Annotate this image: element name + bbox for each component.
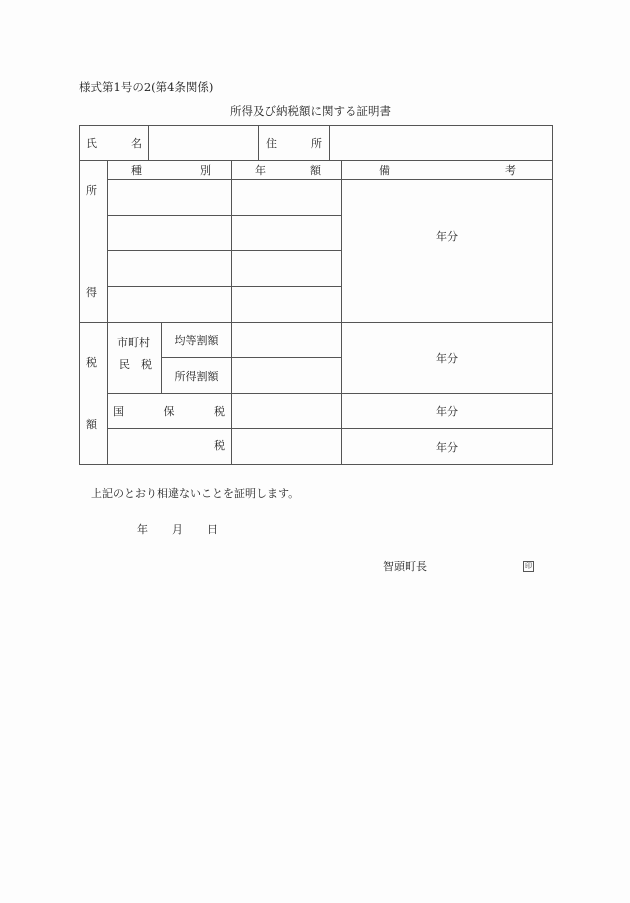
label-char: 名	[131, 137, 142, 150]
income-remarks-year: 年分	[436, 230, 458, 243]
label-char: 年	[255, 164, 266, 177]
label-char: 住	[266, 137, 277, 150]
income-type-field-4[interactable]	[108, 287, 231, 322]
divider	[258, 125, 259, 160]
column-header-annual-amount	[255, 161, 321, 179]
national-health-tax-label	[113, 394, 225, 428]
income-amount-field-4[interactable]	[232, 287, 341, 322]
date-day: 日	[207, 523, 218, 536]
income-amount-field-1[interactable]	[232, 180, 341, 215]
municipal-tax-label-line2: 民 税	[119, 358, 152, 371]
label-char: 所	[311, 137, 322, 150]
label-char: 別	[200, 164, 211, 177]
income-amount-field-3[interactable]	[232, 251, 341, 286]
other-tax-amount-field[interactable]	[232, 429, 341, 464]
national-health-tax-remarks-year: 年分	[436, 405, 458, 418]
seal-icon: 印	[525, 562, 532, 570]
address-label	[264, 126, 324, 160]
table-border-left	[79, 125, 80, 465]
income-side-label-top: 所	[86, 184, 97, 197]
per-capita-amount-field[interactable]	[232, 323, 341, 357]
income-based-label: 所得割額	[174, 369, 219, 383]
label-char: 考	[505, 164, 516, 177]
income-type-field-1[interactable]	[108, 180, 231, 215]
label-char: 保	[163, 405, 175, 418]
per-capita-label: 均等割額	[174, 334, 219, 347]
tax-side-label-top: 税	[86, 356, 97, 369]
tax-side-label-bottom: 額	[86, 418, 97, 431]
label-char: 税	[214, 405, 225, 418]
date-month: 月	[172, 523, 183, 536]
column-header-remarks	[379, 161, 516, 179]
other-tax-name-field[interactable]	[108, 429, 208, 464]
signatory-title: 智頭町長	[383, 560, 427, 573]
address-field[interactable]	[330, 126, 552, 160]
income-amount-field-2[interactable]	[232, 216, 341, 250]
table-border-right	[552, 125, 553, 465]
income-type-field-3[interactable]	[108, 251, 231, 286]
label-char: 額	[310, 164, 321, 177]
income-type-field-2[interactable]	[108, 216, 231, 250]
name-field[interactable]	[149, 126, 258, 160]
other-tax-label: 税	[214, 439, 225, 452]
date-year: 年	[137, 523, 148, 536]
table-border-bottom	[79, 464, 553, 465]
other-tax-remarks-year: 年分	[436, 440, 458, 454]
name-label	[84, 126, 144, 160]
label-char: 種	[131, 164, 142, 177]
label-char: 国	[113, 405, 124, 418]
income-side-label-bottom: 得	[86, 286, 97, 299]
document-title: 所得及び納税額に関する証明書	[230, 104, 391, 118]
column-header-type	[131, 161, 211, 179]
certification-statement: 上記のとおり相違ないことを証明します。	[91, 487, 300, 500]
label-char: 氏	[86, 137, 97, 150]
municipal-tax-remarks-year: 年分	[436, 352, 458, 365]
label-char: 備	[379, 164, 390, 177]
national-health-tax-amount-field[interactable]	[232, 394, 341, 428]
municipal-tax-label-line1: 市町村	[117, 336, 150, 349]
form-number: 様式第1号の2(第4条関係)	[79, 80, 214, 94]
income-based-amount-field[interactable]	[232, 358, 341, 393]
